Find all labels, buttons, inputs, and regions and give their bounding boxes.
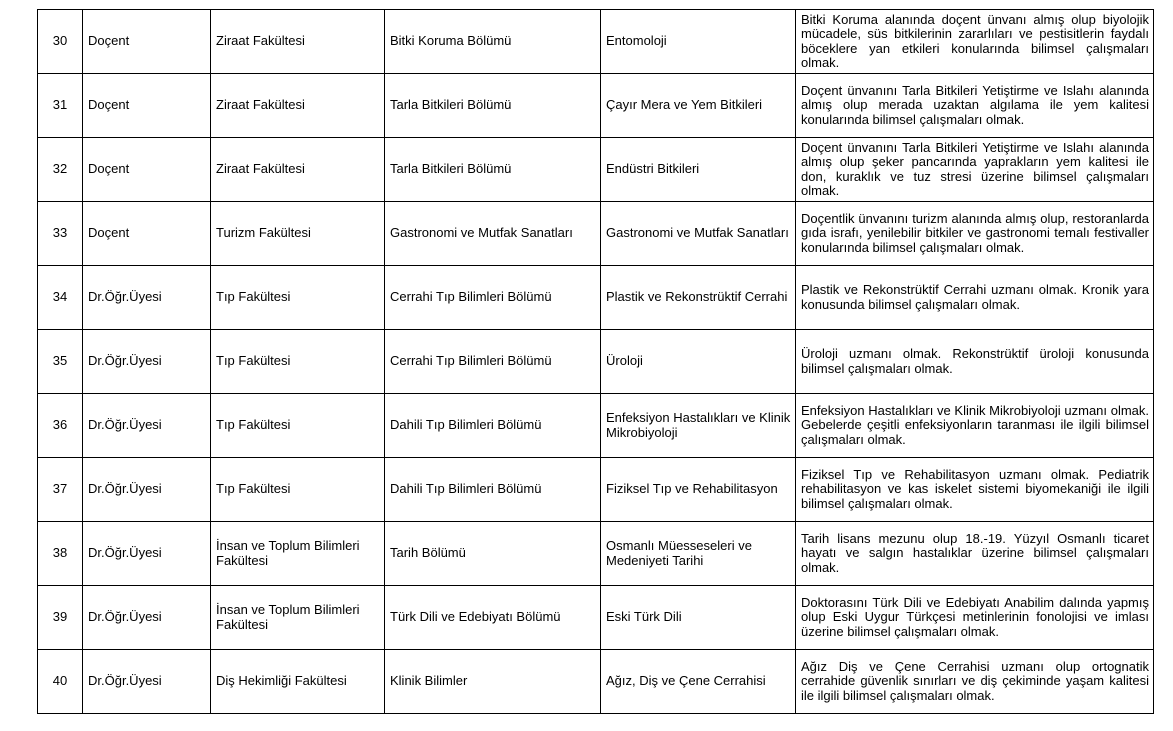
faculty-cell: Ziraat Fakültesi [211, 10, 385, 74]
requirements-cell: Ağız Diş ve Çene Cerrahisi uzmanı olup ortognatik cerrahide güvenlik sınırları ve diş çekiminde yaşam kalitesi ile ilgili bilimsel çalışmaları olmak. [796, 650, 1154, 714]
requirements-cell: Enfeksiyon Hastalıkları ve Klinik Mikrobiyoloji uzmanı olmak. Gebelerde çeşitli enfeksiyonların taranması ile ilgili bilimsel çalışmaları olmak. [796, 394, 1154, 458]
table-row [38, 266, 1154, 330]
faculty-cell: İnsan ve Toplum Bilimleri Fakültesi [211, 522, 385, 586]
requirements-cell: Üroloji uzmanı olmak. Rekonstrüktif üroloji konusunda bilimsel çalışmaları olmak. [796, 330, 1154, 394]
department-cell: Tarla Bitkileri Bölümü [385, 138, 601, 202]
table-row [38, 74, 1154, 138]
academic-title-cell: Dr.Öğr.Üyesi [83, 266, 211, 330]
faculty-cell: Tıp Fakültesi [211, 330, 385, 394]
row-number-cell: 34 [38, 266, 83, 330]
table-row [38, 138, 1154, 202]
requirements-cell: Doktorasını Türk Dili ve Edebiyatı Anabilim dalında yapmış olup Eski Uygur Türkçesi metinlerinin fonolojisi ve imlası üzerine bilimsel çalışmaları olmak. [796, 586, 1154, 650]
academic-title-cell: Dr.Öğr.Üyesi [83, 394, 211, 458]
department-cell: Cerrahi Tıp Bilimleri Bölümü [385, 330, 601, 394]
academic-title-cell: Doçent [83, 138, 211, 202]
department-cell: Gastronomi ve Mutfak Sanatları [385, 202, 601, 266]
field-cell: Üroloji [601, 330, 796, 394]
academic-title-cell: Dr.Öğr.Üyesi [83, 586, 211, 650]
faculty-cell: İnsan ve Toplum Bilimleri Fakültesi [211, 586, 385, 650]
row-number-cell: 36 [38, 394, 83, 458]
department-cell: Tarih Bölümü [385, 522, 601, 586]
requirements-cell: Plastik ve Rekonstrüktif Cerrahi uzmanı olmak. Kronik yara konusunda bilimsel çalışmaları olmak. [796, 266, 1154, 330]
field-cell: Çayır Mera ve Yem Bitkileri [601, 74, 796, 138]
faculty-cell: Turizm Fakültesi [211, 202, 385, 266]
department-cell: Tarla Bitkileri Bölümü [385, 74, 601, 138]
field-cell: Enfeksiyon Hastalıkları ve Klinik Mikrobiyoloji [601, 394, 796, 458]
faculty-cell: Diş Hekimliği Fakültesi [211, 650, 385, 714]
field-cell: Eski Türk Dili [601, 586, 796, 650]
department-cell: Cerrahi Tıp Bilimleri Bölümü [385, 266, 601, 330]
faculty-cell: Tıp Fakültesi [211, 458, 385, 522]
requirements-cell: Doçent ünvanını Tarla Bitkileri Yetiştirme ve Islahı alanında almış olup merada uzaktan algılama ile yem kalitesi konularında bilimsel çalışmaları olmak. [796, 74, 1154, 138]
row-number-cell: 40 [38, 650, 83, 714]
table-row [38, 650, 1154, 714]
requirements-cell: Bitki Koruma alanında doçent ünvanı almış olup biyolojik mücadele, süs bitkilerinin zararlıları ve pestisitlerin faydalı böceklere yan etkileri konularında bilimsel çalışmaları olmak. [796, 10, 1154, 74]
department-cell: Dahili Tıp Bilimleri Bölümü [385, 394, 601, 458]
department-cell: Klinik Bilimler [385, 650, 601, 714]
table-row [38, 522, 1154, 586]
field-cell: Endüstri Bitkileri [601, 138, 796, 202]
academic-title-cell: Doçent [83, 74, 211, 138]
field-cell: Entomoloji [601, 10, 796, 74]
department-cell: Türk Dili ve Edebiyatı Bölümü [385, 586, 601, 650]
requirements-cell: Doçentlik ünvanını turizm alanında almış olup, restoranlarda gıda israfı, yenilebilir bitkiler ve gastronomi temalı festivaller konularında bilimsel çalışmaları olmak. [796, 202, 1154, 266]
row-number-cell: 33 [38, 202, 83, 266]
academic-title-cell: Dr.Öğr.Üyesi [83, 330, 211, 394]
row-number-cell: 30 [38, 10, 83, 74]
table-row [38, 458, 1154, 522]
row-number-cell: 31 [38, 74, 83, 138]
row-number-cell: 35 [38, 330, 83, 394]
field-cell: Ağız, Diş ve Çene Cerrahisi [601, 650, 796, 714]
faculty-cell: Tıp Fakültesi [211, 394, 385, 458]
table-row [38, 10, 1154, 74]
requirements-cell: Tarih lisans mezunu olup 18.-19. Yüzyıl Osmanlı ticaret hayatı ve salgın hastalıklar üzerine bilimsel çalışmaları olmak. [796, 522, 1154, 586]
requirements-cell: Doçent ünvanını Tarla Bitkileri Yetiştirme ve Islahı alanında almış olup şeker pancarında yaprakların yem kalitesi ile don, kuraklık ve tuz stresi üzerine bilimsel çalışmaları olmak. [796, 138, 1154, 202]
field-cell: Gastronomi ve Mutfak Sanatları [601, 202, 796, 266]
table-row [38, 330, 1154, 394]
positions-table [37, 9, 1154, 714]
academic-title-cell: Doçent [83, 10, 211, 74]
table-row [38, 394, 1154, 458]
faculty-cell: Ziraat Fakültesi [211, 74, 385, 138]
faculty-cell: Tıp Fakültesi [211, 266, 385, 330]
academic-title-cell: Doçent [83, 202, 211, 266]
row-number-cell: 32 [38, 138, 83, 202]
field-cell: Plastik ve Rekonstrüktif Cerrahi [601, 266, 796, 330]
row-number-cell: 38 [38, 522, 83, 586]
row-number-cell: 39 [38, 586, 83, 650]
positions-table-body [38, 10, 1154, 714]
field-cell: Fiziksel Tıp ve Rehabilitasyon [601, 458, 796, 522]
field-cell: Osmanlı Müesseseleri ve Medeniyeti Tarihi [601, 522, 796, 586]
table-row [38, 202, 1154, 266]
academic-title-cell: Dr.Öğr.Üyesi [83, 650, 211, 714]
academic-title-cell: Dr.Öğr.Üyesi [83, 458, 211, 522]
row-number-cell: 37 [38, 458, 83, 522]
requirements-cell: Fiziksel Tıp ve Rehabilitasyon uzmanı olmak. Pediatrik rehabilitasyon ve kas iskelet sistemi biyomekaniği ile ilgili bilimsel çalışmaları olmak. [796, 458, 1154, 522]
department-cell: Dahili Tıp Bilimleri Bölümü [385, 458, 601, 522]
department-cell: Bitki Koruma Bölümü [385, 10, 601, 74]
faculty-cell: Ziraat Fakültesi [211, 138, 385, 202]
table-row [38, 586, 1154, 650]
academic-title-cell: Dr.Öğr.Üyesi [83, 522, 211, 586]
